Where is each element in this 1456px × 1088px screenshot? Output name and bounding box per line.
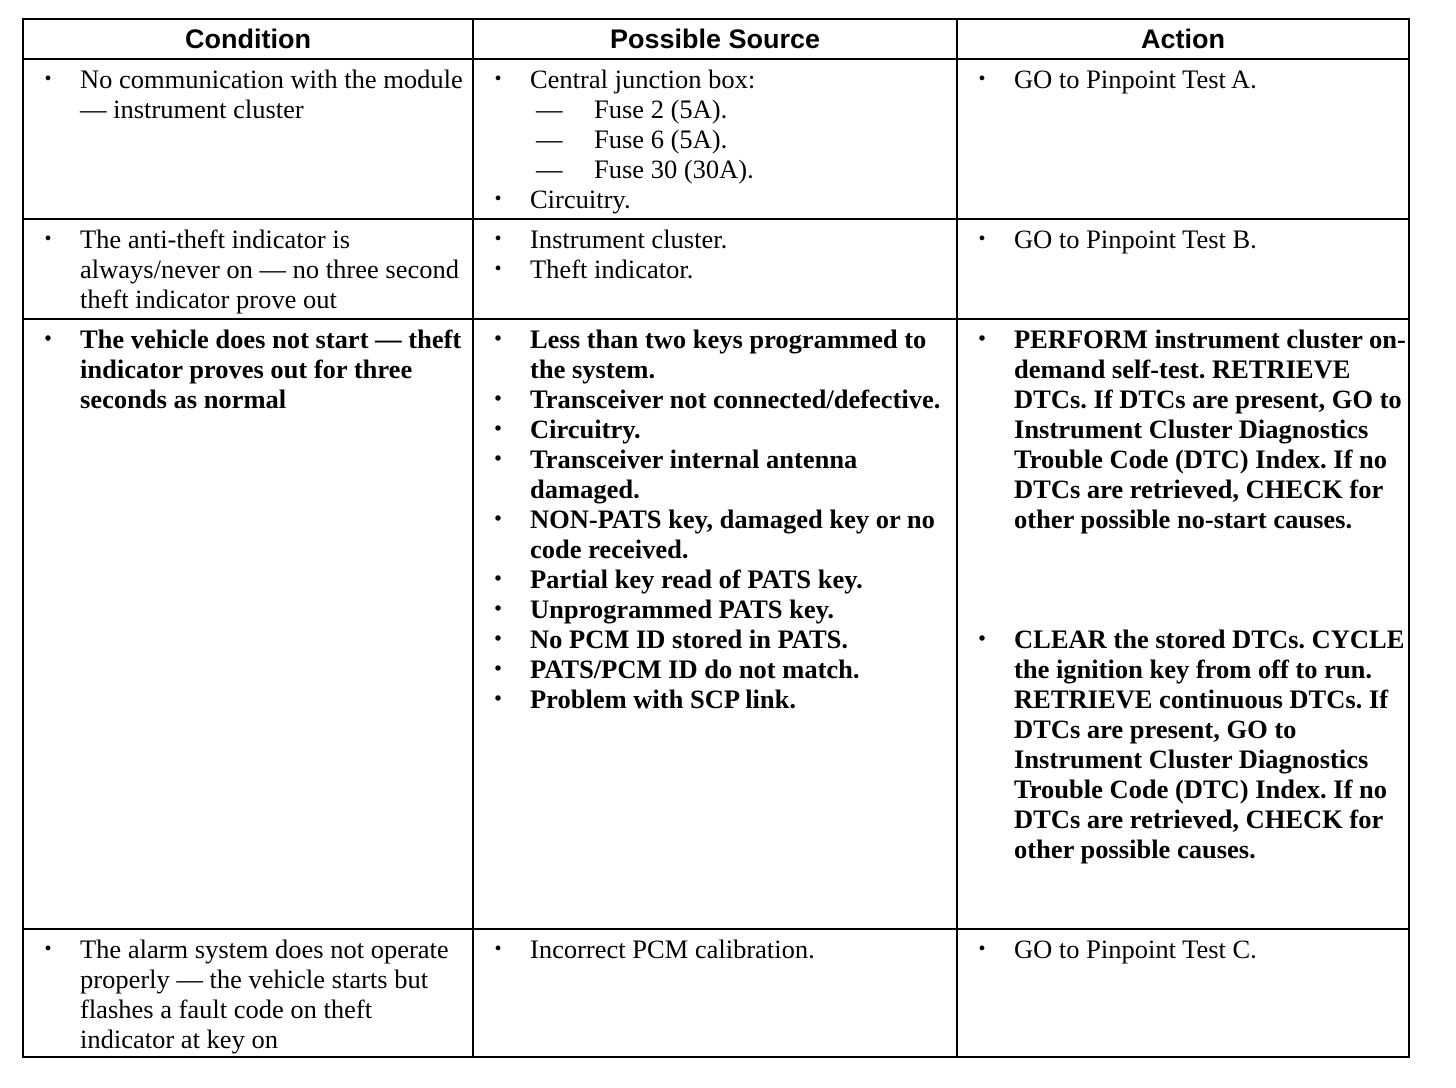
bullet-icon: • [494,598,502,620]
condition-text: The alarm system does not operate properly — the vehicle starts but flashes a fault code on theft indicator at key on [80,934,449,1054]
source-item: Incorrect PCM calibration. [530,934,815,964]
source-item: Partial key read of PATS key. [530,564,863,594]
action-cell [957,929,1409,1057]
condition-text: The anti-theft indicator is always/never on — no three second theft indicator prove out [80,224,459,314]
source-subitem: Fuse 6 (5A). [594,124,728,154]
bullet-icon: • [44,68,52,90]
dash-icon: — [536,124,563,154]
bullet-icon: • [494,388,502,410]
condition-text: No communication with the module — instrument cluster [80,64,463,124]
source-subitem: Fuse 30 (30A). [594,154,754,184]
bullet-icon: • [494,68,502,90]
bullet-icon: • [494,448,502,470]
bullet-icon: • [978,938,986,960]
action-cell [957,219,1409,319]
header-possible-source: Possible Source [473,19,957,59]
header-row [23,19,1409,59]
bullet-icon: • [494,328,502,350]
bullet-icon: • [978,68,986,90]
table-row [23,929,1409,1057]
source-cell [473,319,957,929]
bullet-icon: • [44,328,52,350]
action-text: GO to Pinpoint Test B. [1014,224,1257,254]
dash-icon: — [536,94,563,124]
bullet-icon: • [494,418,502,440]
table-row [23,59,1409,219]
bullet-icon: • [494,568,502,590]
bullet-icon: • [494,508,502,530]
source-item: No PCM ID stored in PATS. [530,624,848,654]
source-item: Theft indicator. [530,254,694,284]
table-row [23,319,1409,929]
action-text: GO to Pinpoint Test C. [1014,934,1257,964]
bullet-icon: • [44,938,52,960]
source-item: Unprogrammed PATS key. [530,594,835,624]
source-item: Transceiver internal antenna damaged. [530,444,858,504]
bullet-icon: • [494,188,502,210]
source-item: NON-PATS key, damaged key or no code received. [530,504,935,564]
bullet-icon: • [494,688,502,710]
source-item: PATS/PCM ID do not match. [530,654,860,684]
source-cell [473,929,957,1057]
dash-icon: — [536,154,563,184]
bullet-icon: • [494,258,502,280]
action-cell [957,319,1409,929]
source-item: Instrument cluster. [530,224,728,254]
diagnostic-table [22,18,1410,1058]
condition-cell [23,219,473,319]
action-text: PERFORM instrument cluster on-demand self-test. RETRIEVE DTCs. If DTCs are present, GO to Instrument Cluster Diagnostics Trouble Code (DTC) Index. If no DTCs are retrieved, CHECK for other possible no-start causes. [1014,324,1406,534]
table-row [23,219,1409,319]
bullet-icon: • [494,628,502,650]
spacer [958,534,1408,624]
source-cell [473,59,957,219]
bullet-icon: • [978,228,986,250]
header-condition: Condition [23,19,473,59]
condition-cell [23,319,473,929]
condition-text: The vehicle does not start — theft indicator proves out for three seconds as normal [80,324,462,414]
bullet-icon: • [978,628,986,650]
source-item: Circuitry. [530,414,641,444]
header-action: Action [957,19,1409,59]
source-cell [473,219,957,319]
action-text: GO to Pinpoint Test A. [1014,64,1257,94]
bullet-icon: • [494,658,502,680]
bullet-icon: • [494,938,502,960]
source-subitem: Fuse 2 (5A). [594,94,728,124]
source-item: Problem with SCP link. [530,684,797,714]
source-item: Circuitry. [530,184,631,214]
source-item: Central junction box: [530,64,756,94]
bullet-icon: • [978,328,986,350]
action-cell [957,59,1409,219]
bullet-icon: • [494,228,502,250]
source-item: Transceiver not connected/defective. [530,384,941,414]
condition-cell [23,59,473,219]
action-text: CLEAR the stored DTCs. CYCLE the ignition key from off to run. RETRIEVE continuous DTCs. If DTCs are present, GO to Instrument Cluster Diagnostics Trouble Code (DTC) Index. If no DTCs are retrieved, CHECK for other possible causes. [1014,624,1405,864]
bullet-icon: • [44,228,52,250]
source-item: Less than two keys programmed to the system. [530,324,927,384]
condition-cell [23,929,473,1057]
